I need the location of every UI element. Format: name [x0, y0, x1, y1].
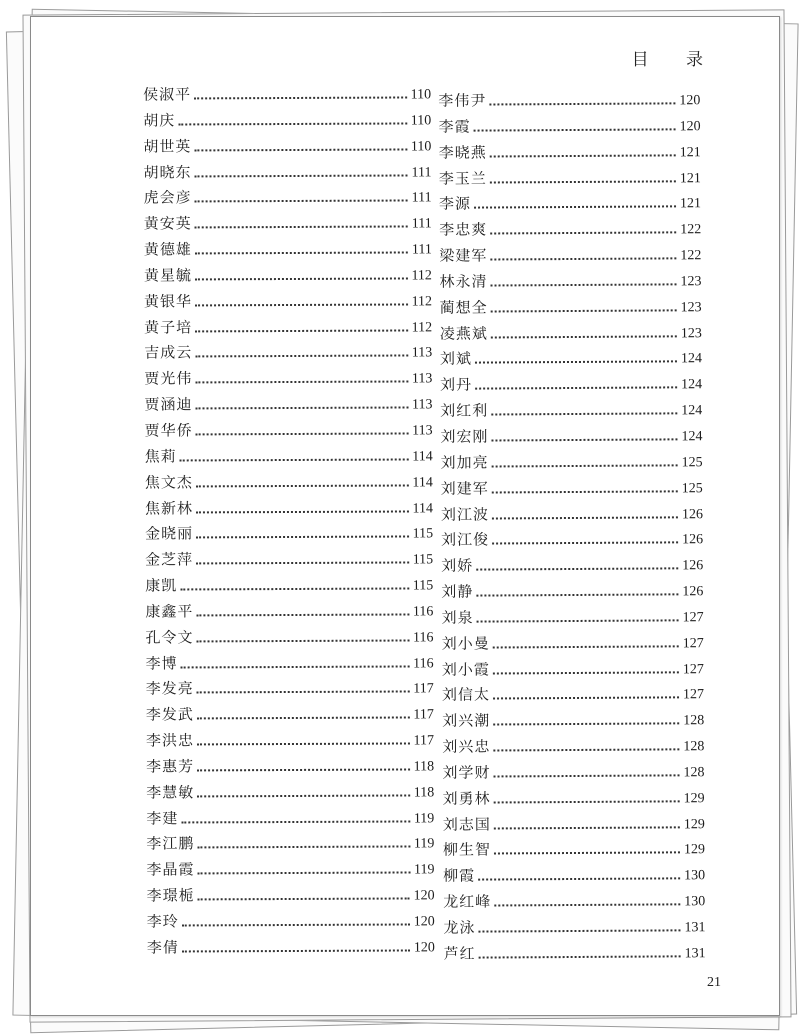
toc-entry-page: 125	[681, 455, 703, 471]
toc-entry-name: 金芝萍	[145, 550, 194, 569]
toc-entry-name: 贾光伟	[144, 369, 193, 388]
toc-entry	[145, 522, 433, 549]
toc-entry	[443, 812, 705, 839]
dot-leader	[494, 826, 680, 829]
page-header-title: 目 录	[631, 50, 719, 70]
toc-entry	[439, 140, 701, 167]
toc-entry	[440, 424, 702, 451]
toc-entry-name: 柳霞	[443, 866, 476, 886]
toc-entry	[145, 625, 433, 652]
dot-leader	[196, 407, 409, 410]
toc-entry-page: 113	[411, 371, 433, 387]
toc-entry-page: 114	[412, 449, 433, 465]
toc-entry-page: 131	[684, 946, 706, 962]
toc-entry-page: 126	[682, 532, 704, 548]
toc-entry-name: 虎会彦	[143, 188, 192, 208]
toc-entry-name: 金晓丽	[145, 524, 194, 543]
toc-entry-page: 122	[680, 248, 702, 264]
toc-entry	[143, 160, 431, 187]
toc-entry	[145, 573, 433, 600]
toc-entry-page: 113	[411, 397, 433, 413]
toc-entry-name: 李璟栀	[146, 886, 195, 905]
toc-entry	[144, 315, 432, 342]
dot-leader	[194, 174, 407, 177]
toc-entry-page: 127	[682, 610, 704, 626]
dot-leader	[490, 232, 676, 235]
toc-entry	[146, 806, 434, 833]
toc-entry-page: 128	[683, 739, 705, 755]
toc-entry	[146, 780, 434, 807]
toc-entry	[441, 605, 703, 632]
dot-leader	[197, 717, 410, 720]
toc-entry-page: 124	[681, 429, 703, 445]
toc-entry-name: 胡庆	[143, 111, 176, 130]
toc-entry-name: 焦莉	[144, 447, 177, 466]
toc-entry	[145, 496, 433, 523]
dot-leader	[196, 510, 409, 513]
dot-leader	[478, 929, 680, 932]
dot-leader	[196, 484, 409, 487]
toc-entry	[439, 243, 701, 270]
toc-entry-name: 黄银华	[143, 292, 193, 311]
toc-entry	[440, 372, 702, 399]
toc-entry	[440, 398, 702, 425]
toc-entry-page: 119	[413, 810, 435, 827]
dot-leader	[197, 768, 410, 771]
toc-entry-page: 123	[680, 299, 702, 316]
dot-leader	[195, 329, 408, 332]
toc-entry	[146, 832, 434, 859]
toc-entry-page: 112	[411, 319, 433, 336]
toc-entry-name: 刘信太	[441, 685, 491, 705]
toc-entry-page: 125	[681, 480, 703, 496]
toc-entry-name: 李晶霞	[146, 860, 195, 879]
toc-entry-name: 刘丹	[440, 375, 473, 395]
dot-leader	[195, 277, 408, 280]
dot-leader	[182, 923, 410, 926]
dot-leader	[479, 955, 681, 958]
toc-entry	[143, 82, 431, 109]
toc-entry	[439, 217, 701, 244]
toc-entry-name: 刘建军	[440, 479, 489, 498]
toc-entry-name: 李惠芳	[146, 757, 195, 776]
toc-entry	[440, 347, 702, 374]
toc-entry	[146, 728, 434, 755]
toc-entry-page: 129	[683, 790, 705, 807]
toc-entry-name: 李玲	[146, 912, 179, 931]
toc-entry-name: 焦文杰	[144, 473, 193, 492]
toc-entry-page: 119	[413, 836, 435, 852]
dot-leader	[196, 562, 409, 565]
toc-entry	[144, 212, 432, 239]
dot-leader	[490, 180, 676, 183]
dot-leader	[180, 588, 409, 591]
toc-entry	[144, 392, 432, 419]
dot-leader	[194, 148, 407, 151]
toc-entry-page: 130	[684, 894, 706, 910]
toc-entry-page: 127	[682, 687, 705, 703]
toc-entry-name: 刘江俊	[441, 530, 490, 550]
toc-entry-name: 林永清	[439, 272, 488, 291]
dot-leader	[491, 335, 677, 338]
dot-leader	[196, 432, 409, 435]
dot-leader	[475, 387, 677, 390]
dot-leader	[195, 381, 408, 384]
toc-entry-name: 孔令文	[145, 628, 194, 647]
toc-entry	[143, 134, 431, 161]
toc-entry-page: 120	[413, 940, 435, 956]
toc-entry-page: 116	[413, 655, 434, 672]
toc-page	[30, 16, 780, 1016]
toc-entry	[443, 864, 705, 891]
toc-entry	[438, 114, 700, 141]
dot-leader	[196, 536, 409, 539]
dot-leader	[490, 154, 676, 157]
toc-entry-page: 110	[410, 139, 432, 155]
toc-entry-name: 梁建军	[439, 246, 488, 265]
dot-leader	[197, 639, 410, 642]
toc-entry-name: 刘红利	[440, 401, 489, 420]
toc-entry-page: 120	[679, 93, 701, 109]
toc-entry-page: 122	[680, 222, 702, 238]
toc-entry-name: 刘泉	[441, 608, 474, 627]
toc-entry-page: 124	[681, 377, 703, 393]
dot-leader	[195, 303, 408, 306]
toc-entry-page: 129	[683, 816, 705, 832]
toc-entry	[443, 838, 705, 865]
dot-leader	[178, 122, 407, 125]
toc-entry	[442, 657, 704, 684]
dot-leader	[196, 613, 409, 616]
dot-leader	[182, 949, 410, 952]
toc-entry-page: 120	[679, 119, 701, 135]
dot-leader	[491, 309, 677, 312]
toc-entry-name: 李发亮	[145, 679, 194, 699]
toc-entry-page: 124	[681, 403, 703, 419]
toc-entry	[145, 599, 433, 626]
toc-entry-name: 刘勇林	[442, 789, 491, 808]
toc-entry-page: 115	[412, 578, 434, 594]
toc-entry-name: 康凯	[145, 576, 178, 595]
toc-entry-page: 119	[414, 862, 435, 878]
toc-entry	[441, 450, 703, 477]
toc-entry	[144, 186, 432, 213]
dot-leader	[490, 257, 676, 260]
dot-leader	[494, 904, 680, 907]
toc-entry-name: 龙泳	[443, 918, 476, 937]
toc-entry-name: 胡晓东	[143, 162, 192, 182]
dot-leader	[477, 619, 679, 622]
dot-leader	[198, 898, 410, 901]
toc-entry-name: 刘小曼	[441, 634, 490, 653]
toc-entry-page: 121	[679, 144, 701, 161]
toc-entry-page: 123	[680, 325, 702, 341]
dot-leader	[493, 697, 679, 700]
toc-entry-page: 113	[411, 345, 433, 361]
toc-entry	[443, 889, 705, 916]
toc-entry	[439, 166, 701, 193]
toc-entry-name: 刘学财	[442, 763, 491, 782]
toc-entry-name: 侯淑平	[143, 85, 192, 104]
toc-entry-page: 126	[682, 584, 704, 600]
dot-leader	[492, 464, 678, 467]
dot-leader	[478, 878, 680, 881]
toc-entry-name: 刘兴忠	[442, 737, 491, 756]
toc-entry-page: 120	[413, 888, 435, 904]
toc-entry-name: 凌燕斌	[439, 324, 488, 343]
toc-entry-name: 李建	[146, 809, 179, 828]
dot-leader	[197, 794, 410, 797]
toc-entry	[146, 677, 434, 704]
toc-entry	[441, 476, 703, 503]
toc-entry-name: 蔺想全	[439, 298, 488, 317]
toc-entry-page: 128	[683, 765, 705, 781]
toc-entry-page: 117	[413, 733, 434, 749]
toc-entry-name: 李伟尹	[438, 91, 487, 110]
dot-leader	[476, 568, 678, 571]
toc-entry	[145, 548, 433, 575]
toc-entry	[439, 269, 701, 296]
dot-leader	[492, 490, 678, 493]
toc-entry	[442, 683, 704, 710]
toc-entry-name: 胡世英	[143, 137, 192, 156]
toc-entry-name: 康鑫平	[145, 602, 194, 621]
toc-entry-page: 121	[679, 196, 702, 212]
toc-entry	[442, 760, 704, 787]
dot-leader	[195, 355, 408, 358]
dot-leader	[474, 206, 676, 209]
toc-entry	[145, 444, 433, 471]
toc-entry-name: 李慧敏	[146, 783, 195, 802]
dot-leader	[181, 820, 410, 823]
dot-leader	[494, 800, 680, 803]
toc-entry-name: 李博	[145, 654, 178, 673]
toc-entry-name: 刘静	[441, 582, 474, 601]
toc-entry-page: 112	[411, 294, 433, 310]
toc-entry-name: 刘宏刚	[440, 427, 489, 446]
dot-leader	[474, 128, 676, 131]
toc-entry	[144, 367, 432, 394]
toc-entry	[443, 786, 705, 813]
toc-entry-name: 李倩	[146, 938, 179, 957]
toc-entry-name: 刘斌	[439, 350, 473, 369]
toc-column-left	[143, 82, 435, 962]
toc-entry	[442, 734, 704, 761]
dot-leader	[492, 516, 678, 519]
toc-entry-page: 115	[412, 552, 434, 568]
toc-entry-page: 124	[680, 351, 703, 367]
toc-entry	[145, 470, 433, 497]
toc-entry-page: 116	[412, 630, 434, 646]
toc-entry-name: 贾华侨	[144, 421, 193, 440]
dot-leader	[180, 458, 409, 461]
dot-leader	[494, 852, 680, 855]
toc-entry-name: 吉成云	[144, 343, 193, 363]
toc-entry-page: 111	[411, 190, 432, 206]
toc-entry	[147, 935, 435, 962]
toc-entry	[144, 341, 432, 368]
toc-entry-name: 李发武	[145, 705, 194, 724]
toc-entry	[443, 915, 705, 942]
toc-entry-name: 贾涵迪	[144, 395, 193, 414]
toc-entry	[144, 263, 432, 290]
toc-entry-name: 李霞	[438, 117, 471, 136]
toc-entry-name: 李洪忠	[145, 731, 195, 750]
dot-leader	[475, 361, 677, 364]
toc-entry	[146, 754, 434, 781]
toc-entry-page: 131	[684, 920, 706, 936]
toc-entry-page: 128	[683, 713, 705, 729]
dot-leader	[198, 872, 411, 875]
toc-entry	[438, 88, 700, 115]
toc-entry-name: 刘小霞	[441, 660, 490, 679]
toc-entry-name: 刘娇	[441, 556, 474, 575]
dot-leader	[195, 226, 408, 229]
toc-entry-page: 111	[411, 216, 432, 232]
toc-entry	[439, 192, 701, 219]
toc-entry	[442, 631, 704, 658]
toc-entry-page: 111	[411, 242, 432, 258]
toc-entry-name: 李玉兰	[438, 169, 487, 188]
toc-entry-page: 126	[681, 506, 703, 522]
toc-entry-page: 127	[682, 635, 704, 652]
toc-entry	[143, 108, 431, 135]
toc-entry-page: 121	[679, 170, 701, 186]
dot-leader	[197, 846, 410, 849]
dot-leader	[491, 438, 677, 441]
toc-entry-page: 126	[682, 558, 704, 574]
dot-leader	[476, 593, 678, 596]
toc-entry-page: 118	[413, 759, 435, 775]
toc-entry	[441, 528, 703, 555]
toc-entry-page: 123	[680, 274, 702, 290]
toc-entry-page: 117	[413, 707, 434, 723]
dot-leader	[494, 774, 680, 777]
toc-entry-page: 111	[411, 164, 432, 180]
toc-entry-page: 113	[412, 423, 433, 439]
dot-leader	[197, 743, 410, 746]
toc-entry-name: 李源	[438, 194, 472, 214]
toc-entry-name: 刘江波	[440, 505, 489, 524]
dot-leader	[194, 96, 407, 99]
toc-entry-name: 李忠爽	[439, 220, 488, 240]
toc-entry	[146, 651, 434, 678]
toc-entry-page: 114	[412, 475, 433, 491]
toc-entry	[146, 858, 434, 885]
toc-entry-page: 117	[413, 681, 434, 697]
toc-entry	[441, 553, 703, 580]
toc-column-right	[438, 88, 705, 968]
toc-entry-page: 120	[413, 914, 435, 930]
toc-entry-name: 芦红	[443, 944, 476, 963]
dot-leader	[195, 252, 408, 255]
toc-entry	[441, 579, 703, 606]
toc-entry	[145, 418, 433, 445]
toc-entry-name: 黄安英	[143, 214, 192, 233]
toc-entry-page: 110	[410, 113, 432, 129]
toc-entry-page: 114	[412, 500, 433, 516]
toc-entry	[147, 884, 435, 911]
dot-leader	[181, 665, 410, 668]
toc-entry-name: 李江鹏	[146, 834, 195, 854]
toc-entry-page: 112	[411, 268, 432, 284]
toc-entry-name: 黄子培	[144, 318, 193, 337]
toc-entry-name: 刘兴潮	[442, 711, 491, 731]
toc-entry	[440, 295, 702, 322]
toc-entry-name: 龙红峰	[443, 892, 492, 911]
toc-entry-page: 127	[682, 661, 704, 677]
dot-leader	[493, 645, 679, 648]
dot-leader	[489, 102, 675, 105]
toc-entry-page: 118	[413, 785, 435, 801]
toc-entry-name: 李晓燕	[438, 143, 487, 162]
dot-leader	[491, 283, 677, 286]
toc-entry-page: 130	[684, 868, 706, 884]
dot-leader	[197, 691, 410, 694]
toc-entry	[442, 708, 704, 735]
toc-entry	[444, 941, 706, 968]
toc-entry-page: 129	[683, 842, 706, 858]
page-number: 21	[707, 975, 721, 990]
toc-entry-page: 110	[410, 87, 432, 103]
dot-leader	[195, 200, 408, 203]
toc-entry-name: 黄德雄	[143, 240, 192, 259]
toc-entry	[147, 909, 435, 936]
dot-leader	[492, 542, 678, 545]
toc-entry	[146, 703, 434, 730]
toc-entry-name: 焦新林	[144, 498, 193, 518]
dot-leader	[491, 412, 677, 415]
toc-entry	[440, 321, 702, 348]
toc-entry-name: 刘加亮	[440, 453, 489, 472]
toc-entry-name: 刘志国	[442, 815, 491, 834]
toc-entry	[144, 237, 432, 264]
toc-entry-page: 116	[412, 604, 434, 620]
toc-entry-name: 柳生智	[442, 840, 492, 860]
toc-entry-page: 115	[412, 526, 434, 542]
toc-entry	[144, 289, 432, 316]
dot-leader	[493, 671, 679, 674]
toc-entry-name: 黄星毓	[143, 266, 192, 285]
toc-entry	[441, 502, 703, 529]
dot-leader	[493, 748, 679, 751]
dot-leader	[493, 723, 679, 726]
